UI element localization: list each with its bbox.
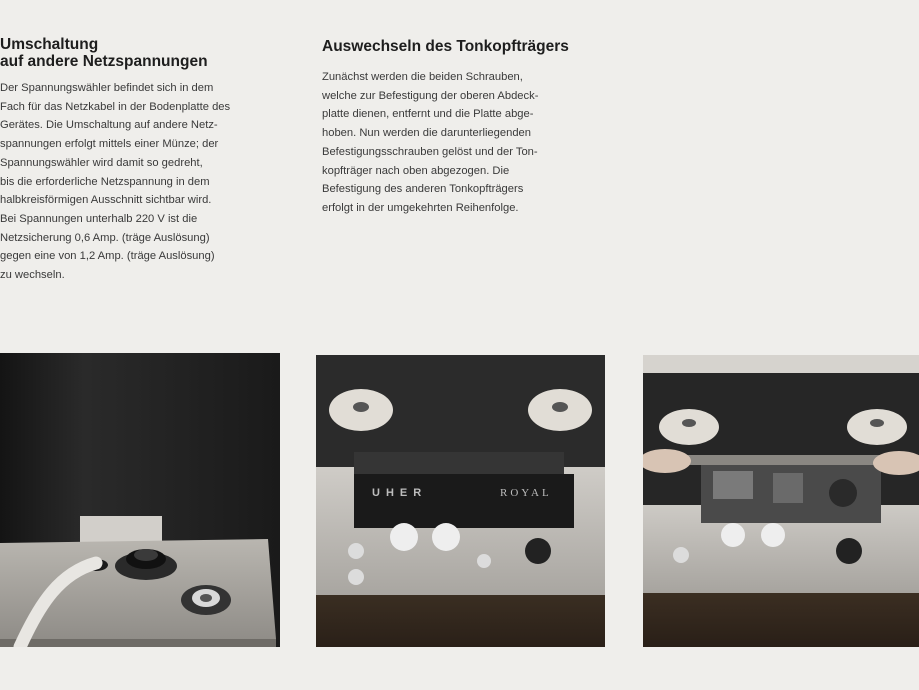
voltage-body-line: Netzsicherung 0,6 Amp. (träge Auslösung) — [0, 231, 210, 244]
voltage-section — [0, 36, 300, 285]
head-carrier-body-line: Befestigungsschrauben gelöst und der Ton- — [322, 145, 538, 158]
head-carrier-body — [322, 68, 612, 218]
voltage-selector-photo — [0, 353, 280, 647]
voltage-heading-line-2: auf andere Netzspannungen — [0, 53, 208, 70]
voltage-body-line: gegen eine von 1,2 Amp. (träge Auslösung) — [0, 250, 215, 263]
head-carrier-heading: Auswechseln des Tonkopfträgers — [322, 38, 569, 55]
voltage-body-line: Spannungswähler wird damit so gedreht, — [0, 156, 203, 169]
head-carrier-body-line: welche zur Befestigung der oberen Abdeck- — [322, 89, 539, 102]
head-carrier-body-line: erfolgt in der umgekehrten Reihenfolge. — [322, 201, 519, 214]
voltage-body-line: spannungen erfolgt mittels einer Münze; der — [0, 138, 219, 151]
voltage-body-line: bis die erforderliche Netzspannung in dem — [0, 175, 210, 188]
head-carrier-body-line: Zunächst werden die beiden Schrauben, — [322, 71, 523, 83]
head-carrier-body-line: hoben. Nun werden die darunterliegenden — [322, 127, 531, 140]
voltage-body-line: halbkreisförmigen Ausschnitt sichtbar wird. — [0, 194, 212, 207]
voltage-body-line: Fach für das Netzkabel in der Bodenplatte des — [0, 100, 231, 113]
voltage-heading — [0, 36, 300, 70]
voltage-body-line: zu wechseln. — [0, 269, 65, 282]
head-carrier-body-line: Befestigung des anderen Tonkopfträgers — [322, 183, 524, 196]
photo2-brand-left: UHER — [372, 487, 428, 499]
voltage-body-line: Gerätes. Die Umschaltung auf andere Netz- — [0, 119, 218, 132]
head-carrier-body-line: kopfträger nach oben abgezogen. Die — [322, 164, 510, 177]
voltage-body-line: Der Spannungswähler befindet sich in dem — [0, 82, 214, 94]
head-carrier-section — [322, 38, 612, 218]
voltage-heading-line-1: Umschaltung — [0, 36, 99, 53]
head-carrier-body-line: platte dienen, entfernt und die Platte abge- — [322, 108, 534, 121]
photo2-brand-right: ROYAL — [500, 487, 552, 499]
recorder-open-photo — [643, 355, 919, 647]
voltage-body-line: Bei Spannungen unterhalb 220 V ist die — [0, 212, 198, 225]
recorder-cover-photo — [316, 355, 605, 647]
voltage-body — [0, 79, 300, 285]
